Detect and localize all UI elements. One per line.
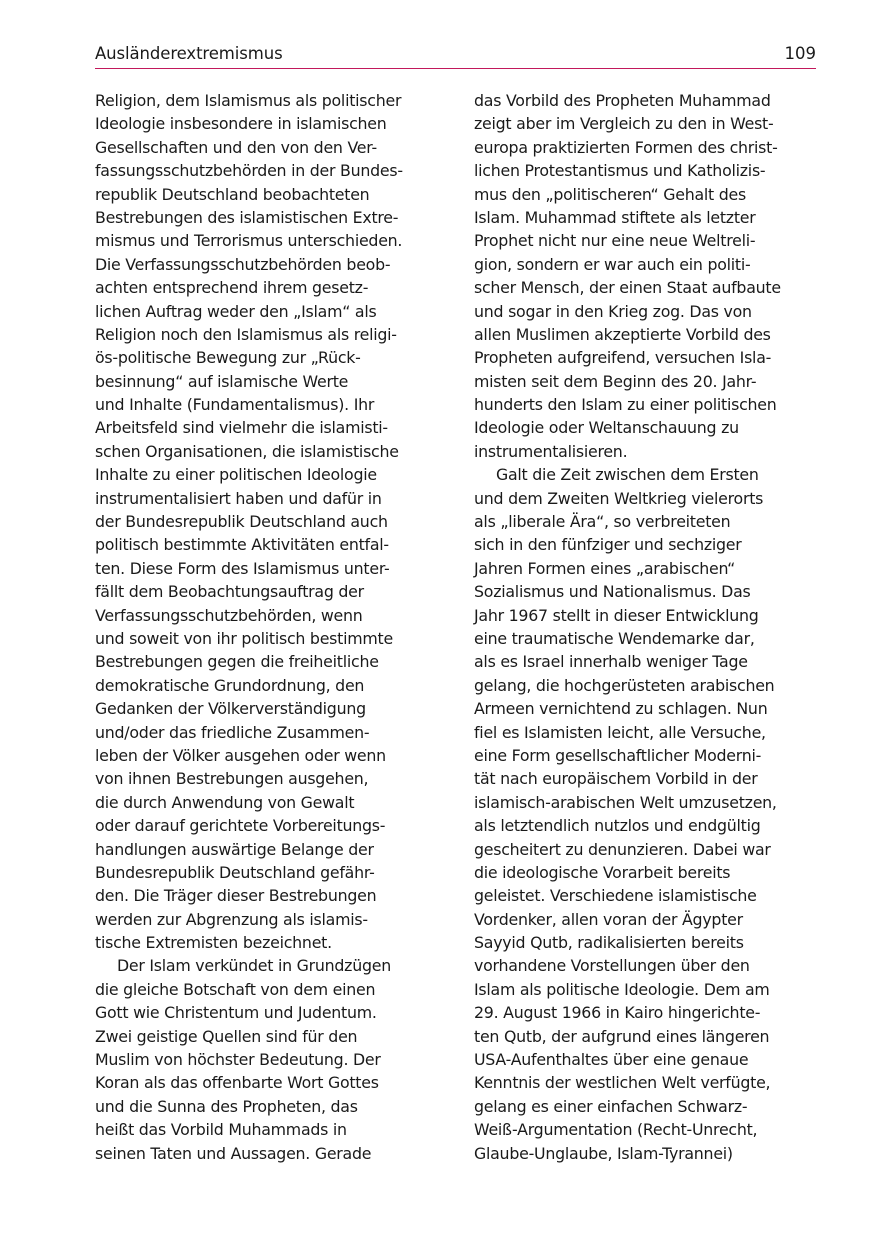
text-line: als „liberale Ära“, so verbreiteten xyxy=(474,512,731,532)
text-line: lichen Auftrag weder den „Islam“ als xyxy=(95,301,377,321)
text-line: Prophet nicht nur eine neue Weltreli- xyxy=(474,231,756,251)
text-line: zeigt aber im Vergleich zu den in West- xyxy=(474,114,774,134)
text-line: das Vorbild des Propheten Muhammad xyxy=(474,91,771,110)
text-line: Verfassungsschutzbehörden, wenn xyxy=(95,605,363,625)
page-header xyxy=(95,42,816,69)
text-line: ös-politische Bewegung zur „Rück- xyxy=(95,348,361,368)
text-line: und sogar in den Krieg zog. Das von xyxy=(474,301,752,321)
text-line: Vordenker, allen voran der Ägypter xyxy=(474,909,743,929)
text-line: ten. Diese Form des Islamismus unter- xyxy=(95,558,390,578)
text-line: republik Deutschland beobachteten xyxy=(95,184,370,204)
text-line: und Inhalte (Fundamentalismus). Ihr xyxy=(95,395,375,415)
text-line: USA-Aufenthaltes über eine genaue xyxy=(474,1050,749,1070)
paragraph-first-line: Galt die Zeit zwischen dem Ersten xyxy=(496,465,759,485)
text-line: Jahr 1967 stellt in dieser Entwicklung xyxy=(474,605,759,625)
text-line: instrumentalisiert haben und dafür in xyxy=(95,488,382,508)
text-line: Jahren Formen eines „arabischen“ xyxy=(474,558,736,578)
text-line: und soweit von ihr politisch bestimmte xyxy=(95,628,393,648)
text-line: politisch bestimmte Aktivitäten entfal- xyxy=(95,535,389,555)
text-line: und dem Zweiten Weltkrieg vielerorts xyxy=(474,488,764,508)
text-line: fiel es Islamisten leicht, alle Versuche, xyxy=(474,722,766,742)
text-line: Gott wie Christentum und Judentum. xyxy=(95,1003,377,1023)
text-line: Gesellschaften und den von den Ver- xyxy=(95,137,377,157)
text-line: als letztendlich nutzlos und endgültig xyxy=(474,816,761,836)
text-line: fällt dem Beobachtungsauftrag der xyxy=(95,582,364,602)
text-line: die gleiche Botschaft von dem einen xyxy=(95,979,376,999)
text-line: Bundesrepublik Deutschland gefähr- xyxy=(95,862,375,882)
text-line: die durch Anwendung von Gewalt xyxy=(95,792,355,812)
text-line: fassungsschutzbehörden in der Bundes- xyxy=(95,161,403,181)
text-line: demokratische Grundordnung, den xyxy=(95,675,365,695)
text-line: Religion noch den Islamismus als religi- xyxy=(95,324,397,344)
text-line: gelang es einer einfachen Schwarz- xyxy=(474,1096,748,1116)
text-line: leben der Völker ausgehen oder wenn xyxy=(95,745,386,765)
text-line: ten Qutb, der aufgrund eines längeren xyxy=(474,1026,770,1046)
right-text-column xyxy=(474,89,819,1165)
text-line: lichen Protestantismus und Katholizis- xyxy=(474,161,766,181)
text-line: eine traumatische Wendemarke dar, xyxy=(474,628,755,648)
text-line: der Bundesrepublik Deutschland auch xyxy=(95,512,388,532)
text-line: mismus und Terrorismus unterschieden. xyxy=(95,231,403,251)
text-line: allen Muslimen akzeptierte Vorbild des xyxy=(474,324,771,344)
text-line: Arbeitsfeld sind vielmehr die islamisti- xyxy=(95,418,388,438)
running-title: Ausländerextremismus xyxy=(95,44,283,63)
text-line: tät nach europäischem Vorbild in der xyxy=(474,769,758,789)
text-line: den. Die Träger dieser Bestrebungen xyxy=(95,886,377,906)
text-line: Inhalte zu einer politischen Ideologie xyxy=(95,465,377,485)
text-line: scher Mensch, der einen Staat aufbaute xyxy=(474,278,781,298)
text-line: Sozialismus und Nationalismus. Das xyxy=(474,582,751,602)
page-number: 109 xyxy=(784,44,816,63)
text-line: seinen Taten und Aussagen. Gerade xyxy=(95,1143,372,1163)
text-line: schen Organisationen, die islamistische xyxy=(95,441,399,461)
text-line: Zwei geistige Quellen sind für den xyxy=(95,1026,358,1046)
text-line: die ideologische Vorarbeit bereits xyxy=(474,862,731,882)
text-line: oder darauf gerichtete Vorbereitungs- xyxy=(95,816,386,836)
left-text-column xyxy=(95,89,440,1165)
text-line: als es Israel innerhalb weniger Tage xyxy=(474,652,748,672)
text-line: Koran als das offenbarte Wort Gottes xyxy=(95,1073,379,1093)
text-line: europa praktizierten Formen des christ- xyxy=(474,137,778,157)
text-line: Armeen vernichtend zu schlagen. Nun xyxy=(474,699,768,719)
text-line: Propheten aufgreifend, versuchen Isla- xyxy=(474,348,772,368)
text-line: Bestrebungen gegen die freiheitliche xyxy=(95,652,379,672)
text-line: islamisch-arabischen Welt umzusetzen, xyxy=(474,792,777,812)
text-line: Ideologie oder Weltanschauung zu xyxy=(474,418,739,438)
text-line: Islam als politische Ideologie. Dem am xyxy=(474,979,770,999)
text-line: besinnung“ auf islamische Werte xyxy=(95,371,349,391)
text-line: gescheitert zu denunzieren. Dabei war xyxy=(474,839,771,859)
text-line: achten entsprechend ihrem gesetz- xyxy=(95,278,369,298)
text-line: von ihnen Bestrebungen ausgehen, xyxy=(95,769,369,789)
text-line: Ideologie insbesondere in islamischen xyxy=(95,114,387,134)
text-line: tische Extremisten bezeichnet. xyxy=(95,933,332,953)
paragraph-first-line: Der Islam verkündet in Grundzügen xyxy=(117,956,391,976)
text-line: geleistet. Verschiedene islamistische xyxy=(474,886,757,906)
text-line: instrumentalisieren. xyxy=(474,441,628,461)
text-line: 29. August 1966 in Kairo hingerichte- xyxy=(474,1003,761,1023)
text-line: sich in den fünfziger und sechziger xyxy=(474,535,742,555)
text-line: und/oder das friedliche Zusammen- xyxy=(95,722,370,742)
text-line: eine Form gesellschaftlicher Moderni- xyxy=(474,745,762,765)
text-line: werden zur Abgrenzung als islamis- xyxy=(95,909,368,929)
text-line: heißt das Vorbild Muhammads in xyxy=(95,1120,347,1140)
text-line: handlungen auswärtige Belange der xyxy=(95,839,374,859)
text-line: Gedanken der Völkerverständigung xyxy=(95,699,366,719)
text-line: und die Sunna des Propheten, das xyxy=(95,1096,358,1116)
text-line: Kenntnis der westlichen Welt verfügte, xyxy=(474,1073,771,1093)
text-line: Glaube-Unglaube, Islam-Tyrannei) xyxy=(474,1143,733,1163)
text-line: vorhandene Vorstellungen über den xyxy=(474,956,750,976)
text-line: Weiß-Argumentation (Recht-Unrecht, xyxy=(474,1120,758,1140)
text-line: Sayyid Qutb, radikalisierten bereits xyxy=(474,933,744,953)
text-line: Islam. Muhammad stiftete als letzter xyxy=(474,207,756,227)
text-line: Muslim von höchster Bedeutung. Der xyxy=(95,1050,381,1070)
text-line: gion, sondern er war auch ein politi- xyxy=(474,254,751,274)
text-line: Bestrebungen des islamistischen Extre- xyxy=(95,207,399,227)
text-line: mus den „politischeren“ Gehalt des xyxy=(474,184,746,204)
text-line: Die Verfassungsschutzbehörden beob- xyxy=(95,254,391,274)
text-line: hunderts den Islam zu einer politischen xyxy=(474,395,777,415)
text-line: misten seit dem Beginn des 20. Jahr- xyxy=(474,371,757,391)
text-line: gelang, die hochgerüsteten arabischen xyxy=(474,675,775,695)
text-line: Religion, dem Islamismus als politischer xyxy=(95,91,402,110)
